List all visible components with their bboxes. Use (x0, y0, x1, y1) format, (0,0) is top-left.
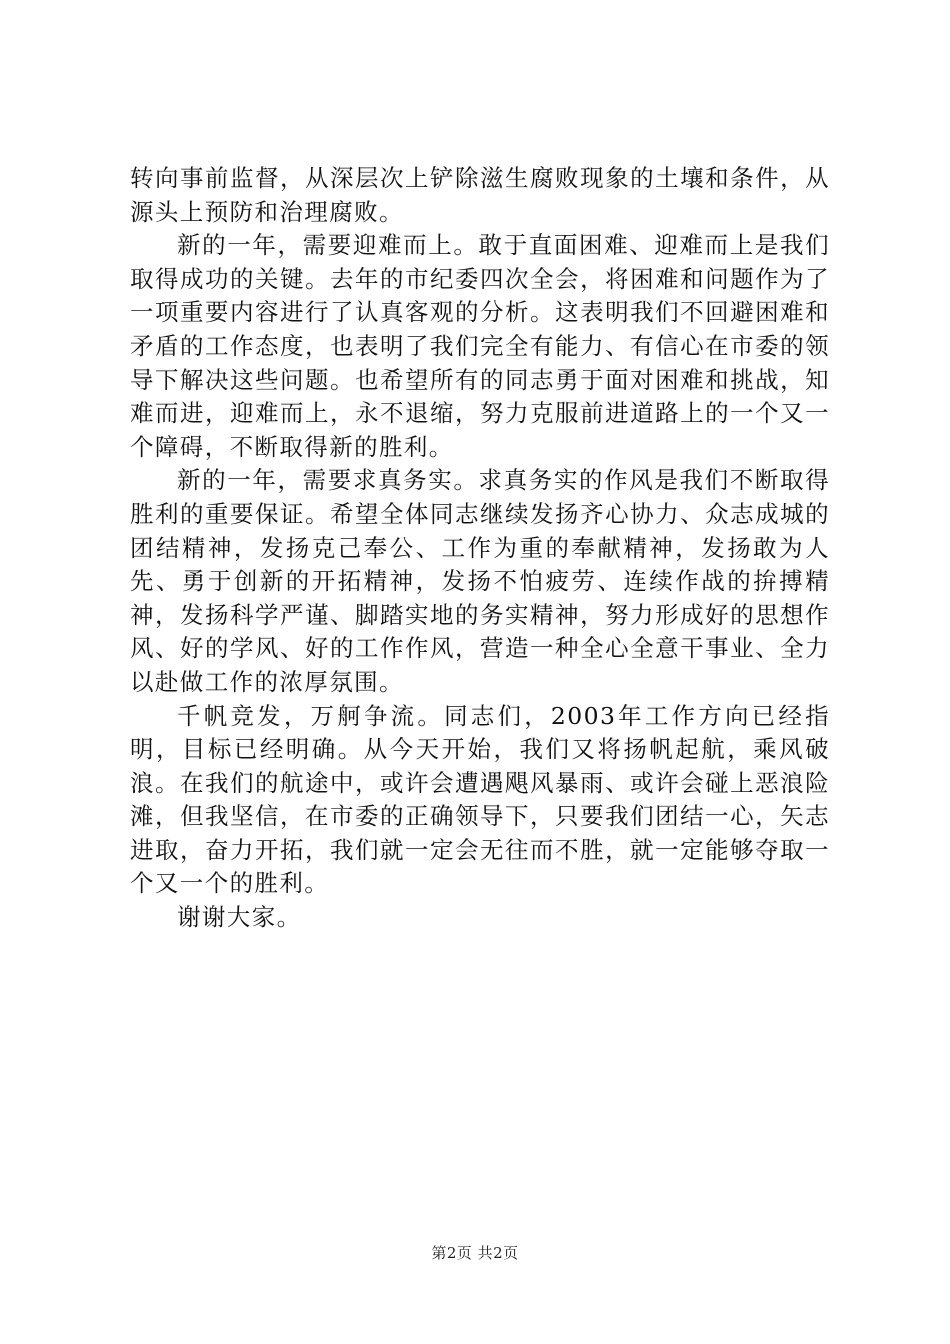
paragraph-continuation: 转向事前监督，从深层次上铲除滋生腐败现象的土壤和条件，从源头上预防和治理腐败。 (130, 164, 830, 226)
page-number-footer: 第2页 共2页 (431, 1244, 519, 1262)
paragraph-thanks: 谢谢大家。 (177, 903, 302, 932)
paragraph-seek-truth: 新的一年，需要求真务实。求真务实的作风是我们不断取得胜利的重要保证。希望全体同志继续发扬齐心协力、众志成城的团结精神，发扬克己奉公、工作为重的奉献精神，发扬敢为人先、勇于创新的开拓精神，发扬不怕疲劳、连续作战的拚搏精神，发扬科学严谨、脚踏实地的务实精神，努力形成好的思想作风、好的学风、好的工作作风，营造一种全心全意干事业、全力以赴做工作的浓厚氛围。 (130, 466, 830, 696)
paragraph-set-sail: 千帆竞发，万舸争流。同志们，2003年工作方向已经指明，目标已经明确。从今天开始，我们又将扬帆起航，乘风破浪。在我们的航途中，或许会遭遇飓风暴雨、或许会碰上恶浪险滩，但我坚信，在市委的正确领导下，只要我们团结一心，矢志进取，奋力开拓，我们就一定会无往而不胜，就一定能够夺取一个又一个的胜利。 (130, 701, 830, 898)
paragraph-overcome-difficulties: 新的一年，需要迎难而上。敢于直面困难、迎难而上是我们取得成功的关键。去年的市纪委四次全会，将困难和问题作为了一项重要内容进行了认真客观的分析。这表明我们不回避困难和矛盾的工作态度，也表明了我们完全有能力、有信心在市委的领导下解决这些问题。也希望所有的同志勇于面对困难和挑战，知难而进，迎难而上，永不退缩，努力克服前进道路上的一个又一个障碍，不断取得新的胜利。 (130, 231, 830, 461)
document-body (130, 162, 830, 935)
